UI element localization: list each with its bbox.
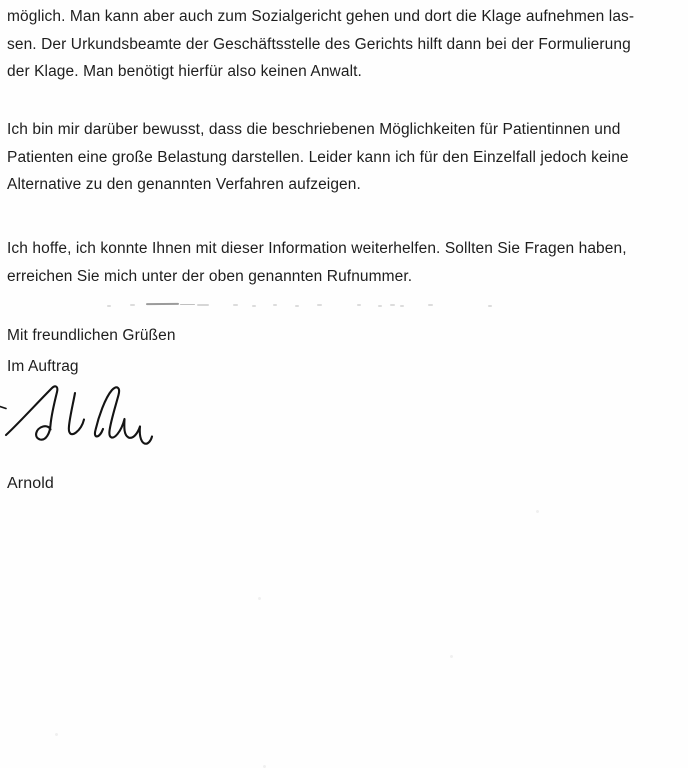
im-auftrag-line: Im Auftrag [7,358,79,375]
handwritten-signature-icon [0,384,160,459]
text-line: sen. Der Urkundsbeamte der Geschäftsstelle des Gerichts hilft dann bei der Formulierung [7,35,631,53]
text-line: Ich bin mir darüber bewusst, dass die beschriebenen Möglichkeiten für Patientinnen und [7,121,621,138]
paragraph-3 [7,235,684,290]
text-line: Ich hoffe, ich konnte Ihnen mit dieser Information weiterhelfen. Sollten Sie Fragen haben, [7,240,627,257]
text-line: möglich. Man kann aber auch zum Sozialgericht gehen und dort die Klage aufnehmen las- [7,8,635,25]
text-line: Alternative zu den genannten Verfahren aufzeigen. [7,176,361,193]
signer-name: Arnold [7,475,54,492]
paragraph-1 [7,3,684,86]
text-line: Patienten eine große Belastung darstellen. Leider kann ich für den Einzelfall jedoch keine [7,148,629,166]
paragraph-2 [7,116,684,199]
text-line: erreichen Sie mich unter der oben genannten Rufnummer. [7,267,413,285]
closing-line: Mit freundlichen Grüßen [7,327,176,344]
text-line: der Klage. Man benötigt hierfür also keinen Anwalt. [7,63,362,80]
